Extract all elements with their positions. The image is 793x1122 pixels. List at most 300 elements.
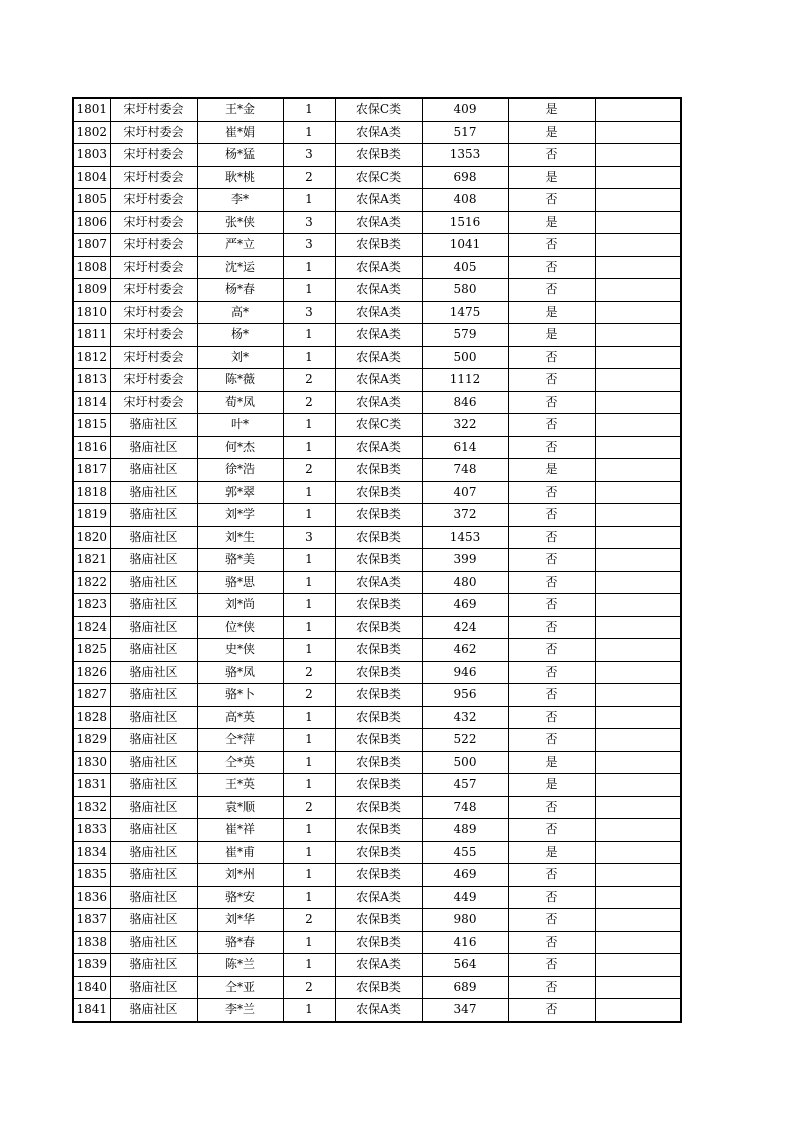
flag-cell: 否	[508, 346, 595, 369]
flag-cell: 否	[508, 256, 595, 279]
flag-cell: 否	[508, 706, 595, 729]
amount-cell: 1453	[422, 526, 508, 549]
category-cell: 农保B类	[335, 684, 422, 707]
count-cell: 1	[283, 571, 335, 594]
category-cell: 农保A类	[335, 571, 422, 594]
amount-cell: 405	[422, 256, 508, 279]
village-cell: 骆庙社区	[110, 999, 197, 1022]
village-cell: 宋圩村委会	[110, 211, 197, 234]
flag-cell: 是	[508, 324, 595, 347]
row-number-cell: 1825	[73, 639, 110, 662]
row-number-cell: 1836	[73, 886, 110, 909]
name-cell: 骆*春	[197, 931, 283, 954]
row-number-cell: 1815	[73, 414, 110, 437]
row-number-cell: 1830	[73, 751, 110, 774]
flag-cell: 是	[508, 459, 595, 482]
flag-cell: 否	[508, 571, 595, 594]
flag-cell: 否	[508, 526, 595, 549]
amount-cell: 946	[422, 661, 508, 684]
blank-cell	[595, 211, 681, 234]
name-cell: 郭*翠	[197, 481, 283, 504]
category-cell: 农保B类	[335, 234, 422, 257]
blank-cell	[595, 144, 681, 167]
category-cell: 农保C类	[335, 414, 422, 437]
blank-cell	[595, 796, 681, 819]
table-row	[73, 841, 681, 864]
village-cell: 骆庙社区	[110, 864, 197, 887]
name-cell: 袁*顺	[197, 796, 283, 819]
table-row	[73, 976, 681, 999]
count-cell: 1	[283, 729, 335, 752]
village-cell: 宋圩村委会	[110, 369, 197, 392]
blank-cell	[595, 369, 681, 392]
amount-cell: 322	[422, 414, 508, 437]
blank-cell	[595, 729, 681, 752]
blank-cell	[595, 886, 681, 909]
name-cell: 崔*甫	[197, 841, 283, 864]
table-row	[73, 796, 681, 819]
table-row	[73, 256, 681, 279]
flag-cell: 否	[508, 369, 595, 392]
blank-cell	[595, 976, 681, 999]
village-cell: 骆庙社区	[110, 414, 197, 437]
row-number-cell: 1841	[73, 999, 110, 1022]
table-row	[73, 481, 681, 504]
count-cell: 1	[283, 121, 335, 144]
village-cell: 宋圩村委会	[110, 144, 197, 167]
count-cell: 1	[283, 999, 335, 1022]
flag-cell: 否	[508, 234, 595, 257]
village-cell: 骆庙社区	[110, 774, 197, 797]
name-cell: 刘*华	[197, 909, 283, 932]
flag-cell: 否	[508, 999, 595, 1022]
amount-cell: 1353	[422, 144, 508, 167]
category-cell: 农保B类	[335, 144, 422, 167]
name-cell: 陈*薇	[197, 369, 283, 392]
count-cell: 1	[283, 594, 335, 617]
name-cell: 李*兰	[197, 999, 283, 1022]
count-cell: 1	[283, 504, 335, 527]
amount-cell: 449	[422, 886, 508, 909]
table-row	[73, 819, 681, 842]
village-cell: 宋圩村委会	[110, 346, 197, 369]
table-row	[73, 909, 681, 932]
village-cell: 骆庙社区	[110, 549, 197, 572]
count-cell: 2	[283, 391, 335, 414]
amount-cell: 748	[422, 796, 508, 819]
flag-cell: 否	[508, 931, 595, 954]
flag-cell: 是	[508, 166, 595, 189]
category-cell: 农保B类	[335, 526, 422, 549]
row-number-cell: 1840	[73, 976, 110, 999]
amount-cell: 462	[422, 639, 508, 662]
name-cell: 严*立	[197, 234, 283, 257]
row-number-cell: 1826	[73, 661, 110, 684]
category-cell: 农保A类	[335, 346, 422, 369]
category-cell: 农保A类	[335, 999, 422, 1022]
table-row	[73, 234, 681, 257]
amount-cell: 399	[422, 549, 508, 572]
records-table	[72, 97, 682, 1023]
count-cell: 1	[283, 346, 335, 369]
count-cell: 3	[283, 234, 335, 257]
amount-cell: 522	[422, 729, 508, 752]
category-cell: 农保A类	[335, 189, 422, 212]
blank-cell	[595, 616, 681, 639]
blank-cell	[595, 684, 681, 707]
table-row	[73, 999, 681, 1022]
row-number-cell: 1817	[73, 459, 110, 482]
name-cell: 杨*猛	[197, 144, 283, 167]
table-row	[73, 526, 681, 549]
count-cell: 3	[283, 301, 335, 324]
blank-cell	[595, 504, 681, 527]
row-number-cell: 1801	[73, 98, 110, 121]
village-cell: 骆庙社区	[110, 729, 197, 752]
amount-cell: 956	[422, 684, 508, 707]
name-cell: 刘*州	[197, 864, 283, 887]
flag-cell: 否	[508, 639, 595, 662]
flag-cell: 否	[508, 729, 595, 752]
table-row	[73, 684, 681, 707]
row-number-cell: 1813	[73, 369, 110, 392]
amount-cell: 424	[422, 616, 508, 639]
name-cell: 杨*	[197, 324, 283, 347]
blank-cell	[595, 189, 681, 212]
amount-cell: 408	[422, 189, 508, 212]
name-cell: 杨*春	[197, 279, 283, 302]
flag-cell: 否	[508, 144, 595, 167]
count-cell: 1	[283, 774, 335, 797]
count-cell: 1	[283, 549, 335, 572]
count-cell: 1	[283, 481, 335, 504]
village-cell: 宋圩村委会	[110, 256, 197, 279]
village-cell: 骆庙社区	[110, 639, 197, 662]
village-cell: 骆庙社区	[110, 706, 197, 729]
row-number-cell: 1837	[73, 909, 110, 932]
count-cell: 1	[283, 324, 335, 347]
category-cell: 农保A类	[335, 391, 422, 414]
blank-cell	[595, 121, 681, 144]
table-row	[73, 459, 681, 482]
village-cell: 宋圩村委会	[110, 234, 197, 257]
row-number-cell: 1823	[73, 594, 110, 617]
blank-cell	[595, 864, 681, 887]
village-cell: 骆庙社区	[110, 594, 197, 617]
amount-cell: 469	[422, 864, 508, 887]
name-cell: 荀*凤	[197, 391, 283, 414]
amount-cell: 579	[422, 324, 508, 347]
flag-cell: 否	[508, 594, 595, 617]
name-cell: 高*	[197, 301, 283, 324]
count-cell: 2	[283, 661, 335, 684]
category-cell: 农保B类	[335, 931, 422, 954]
village-cell: 宋圩村委会	[110, 279, 197, 302]
row-number-cell: 1811	[73, 324, 110, 347]
category-cell: 农保B类	[335, 819, 422, 842]
count-cell: 1	[283, 864, 335, 887]
blank-cell	[595, 436, 681, 459]
village-cell: 骆庙社区	[110, 684, 197, 707]
amount-cell: 1475	[422, 301, 508, 324]
amount-cell: 580	[422, 279, 508, 302]
category-cell: 农保A类	[335, 211, 422, 234]
row-number-cell: 1820	[73, 526, 110, 549]
flag-cell: 否	[508, 504, 595, 527]
name-cell: 骆*卜	[197, 684, 283, 707]
table-row	[73, 166, 681, 189]
amount-cell: 407	[422, 481, 508, 504]
count-cell: 1	[283, 436, 335, 459]
village-cell: 骆庙社区	[110, 571, 197, 594]
name-cell: 王*金	[197, 98, 283, 121]
count-cell: 2	[283, 909, 335, 932]
village-cell: 骆庙社区	[110, 954, 197, 977]
category-cell: 农保A类	[335, 301, 422, 324]
amount-cell: 1112	[422, 369, 508, 392]
count-cell: 2	[283, 796, 335, 819]
table-row	[73, 706, 681, 729]
category-cell: 农保C类	[335, 166, 422, 189]
category-cell: 农保B类	[335, 549, 422, 572]
row-number-cell: 1806	[73, 211, 110, 234]
name-cell: 沈*运	[197, 256, 283, 279]
table-row	[73, 504, 681, 527]
count-cell: 3	[283, 526, 335, 549]
amount-cell: 489	[422, 819, 508, 842]
row-number-cell: 1827	[73, 684, 110, 707]
count-cell: 1	[283, 886, 335, 909]
blank-cell	[595, 234, 681, 257]
village-cell: 骆庙社区	[110, 931, 197, 954]
category-cell: 农保B类	[335, 481, 422, 504]
amount-cell: 416	[422, 931, 508, 954]
village-cell: 骆庙社区	[110, 751, 197, 774]
category-cell: 农保A类	[335, 369, 422, 392]
name-cell: 陈*兰	[197, 954, 283, 977]
blank-cell	[595, 391, 681, 414]
category-cell: 农保B类	[335, 459, 422, 482]
category-cell: 农保B类	[335, 594, 422, 617]
row-number-cell: 1835	[73, 864, 110, 887]
flag-cell: 否	[508, 549, 595, 572]
count-cell: 1	[283, 414, 335, 437]
category-cell: 农保B类	[335, 661, 422, 684]
blank-cell	[595, 571, 681, 594]
category-cell: 农保B类	[335, 706, 422, 729]
row-number-cell: 1831	[73, 774, 110, 797]
count-cell: 2	[283, 369, 335, 392]
table-row	[73, 954, 681, 977]
count-cell: 1	[283, 616, 335, 639]
blank-cell	[595, 819, 681, 842]
village-cell: 骆庙社区	[110, 661, 197, 684]
count-cell: 1	[283, 256, 335, 279]
flag-cell: 否	[508, 684, 595, 707]
flag-cell: 否	[508, 436, 595, 459]
blank-cell	[595, 639, 681, 662]
amount-cell: 748	[422, 459, 508, 482]
village-cell: 骆庙社区	[110, 796, 197, 819]
row-number-cell: 1816	[73, 436, 110, 459]
amount-cell: 846	[422, 391, 508, 414]
category-cell: 农保B类	[335, 841, 422, 864]
table-row	[73, 346, 681, 369]
table-row	[73, 324, 681, 347]
flag-cell: 否	[508, 391, 595, 414]
table-body	[73, 98, 681, 1022]
row-number-cell: 1838	[73, 931, 110, 954]
flag-cell: 否	[508, 481, 595, 504]
flag-cell: 否	[508, 796, 595, 819]
row-number-cell: 1828	[73, 706, 110, 729]
name-cell: 高*英	[197, 706, 283, 729]
flag-cell: 否	[508, 819, 595, 842]
village-cell: 骆庙社区	[110, 819, 197, 842]
flag-cell: 是	[508, 751, 595, 774]
amount-cell: 347	[422, 999, 508, 1022]
amount-cell: 1041	[422, 234, 508, 257]
name-cell: 刘*	[197, 346, 283, 369]
amount-cell: 614	[422, 436, 508, 459]
name-cell: 骆*思	[197, 571, 283, 594]
row-number-cell: 1807	[73, 234, 110, 257]
village-cell: 骆庙社区	[110, 481, 197, 504]
count-cell: 1	[283, 819, 335, 842]
amount-cell: 517	[422, 121, 508, 144]
flag-cell: 是	[508, 841, 595, 864]
name-cell: 刘*学	[197, 504, 283, 527]
row-number-cell: 1834	[73, 841, 110, 864]
blank-cell	[595, 661, 681, 684]
amount-cell: 409	[422, 98, 508, 121]
name-cell: 仝*亚	[197, 976, 283, 999]
name-cell: 徐*浩	[197, 459, 283, 482]
row-number-cell: 1832	[73, 796, 110, 819]
row-number-cell: 1808	[73, 256, 110, 279]
name-cell: 叶*	[197, 414, 283, 437]
amount-cell: 980	[422, 909, 508, 932]
count-cell: 1	[283, 931, 335, 954]
table-row	[73, 774, 681, 797]
count-cell: 2	[283, 459, 335, 482]
amount-cell: 564	[422, 954, 508, 977]
count-cell: 3	[283, 144, 335, 167]
amount-cell: 455	[422, 841, 508, 864]
category-cell: 农保B类	[335, 729, 422, 752]
table-row	[73, 616, 681, 639]
amount-cell: 469	[422, 594, 508, 617]
row-number-cell: 1804	[73, 166, 110, 189]
flag-cell: 是	[508, 774, 595, 797]
count-cell: 1	[283, 279, 335, 302]
flag-cell: 是	[508, 301, 595, 324]
flag-cell: 是	[508, 121, 595, 144]
name-cell: 何*杰	[197, 436, 283, 459]
blank-cell	[595, 346, 681, 369]
flag-cell: 是	[508, 98, 595, 121]
blank-cell	[595, 751, 681, 774]
blank-cell	[595, 324, 681, 347]
name-cell: 位*侠	[197, 616, 283, 639]
row-number-cell: 1821	[73, 549, 110, 572]
table-row	[73, 931, 681, 954]
flag-cell: 否	[508, 864, 595, 887]
category-cell: 农保B类	[335, 504, 422, 527]
row-number-cell: 1809	[73, 279, 110, 302]
flag-cell: 是	[508, 211, 595, 234]
flag-cell: 否	[508, 189, 595, 212]
category-cell: 农保A类	[335, 279, 422, 302]
row-number-cell: 1822	[73, 571, 110, 594]
row-number-cell: 1803	[73, 144, 110, 167]
name-cell: 仝*萍	[197, 729, 283, 752]
blank-cell	[595, 594, 681, 617]
blank-cell	[595, 256, 681, 279]
name-cell: 崔*娟	[197, 121, 283, 144]
flag-cell: 否	[508, 954, 595, 977]
row-number-cell: 1814	[73, 391, 110, 414]
name-cell: 耿*桃	[197, 166, 283, 189]
flag-cell: 否	[508, 279, 595, 302]
category-cell: 农保B类	[335, 639, 422, 662]
name-cell: 刘*生	[197, 526, 283, 549]
table-row	[73, 189, 681, 212]
category-cell: 农保C类	[335, 98, 422, 121]
blank-cell	[595, 931, 681, 954]
row-number-cell: 1805	[73, 189, 110, 212]
village-cell: 骆庙社区	[110, 459, 197, 482]
category-cell: 农保B类	[335, 774, 422, 797]
village-cell: 宋圩村委会	[110, 324, 197, 347]
amount-cell: 457	[422, 774, 508, 797]
name-cell: 史*侠	[197, 639, 283, 662]
table-row	[73, 369, 681, 392]
count-cell: 2	[283, 684, 335, 707]
flag-cell: 否	[508, 661, 595, 684]
blank-cell	[595, 999, 681, 1022]
blank-cell	[595, 909, 681, 932]
count-cell: 1	[283, 639, 335, 662]
count-cell: 2	[283, 166, 335, 189]
table-row	[73, 549, 681, 572]
name-cell: 骆*安	[197, 886, 283, 909]
category-cell: 农保A类	[335, 256, 422, 279]
flag-cell: 否	[508, 886, 595, 909]
count-cell: 1	[283, 954, 335, 977]
count-cell: 1	[283, 189, 335, 212]
blank-cell	[595, 526, 681, 549]
village-cell: 宋圩村委会	[110, 391, 197, 414]
village-cell: 骆庙社区	[110, 886, 197, 909]
table-row	[73, 729, 681, 752]
village-cell: 骆庙社区	[110, 976, 197, 999]
name-cell: 李*	[197, 189, 283, 212]
blank-cell	[595, 279, 681, 302]
count-cell: 1	[283, 751, 335, 774]
category-cell: 农保B类	[335, 616, 422, 639]
table-row	[73, 144, 681, 167]
blank-cell	[595, 301, 681, 324]
table-row	[73, 751, 681, 774]
table-row	[73, 98, 681, 121]
village-cell: 骆庙社区	[110, 841, 197, 864]
category-cell: 农保A类	[335, 954, 422, 977]
village-cell: 骆庙社区	[110, 616, 197, 639]
blank-cell	[595, 414, 681, 437]
amount-cell: 1516	[422, 211, 508, 234]
table-row	[73, 414, 681, 437]
